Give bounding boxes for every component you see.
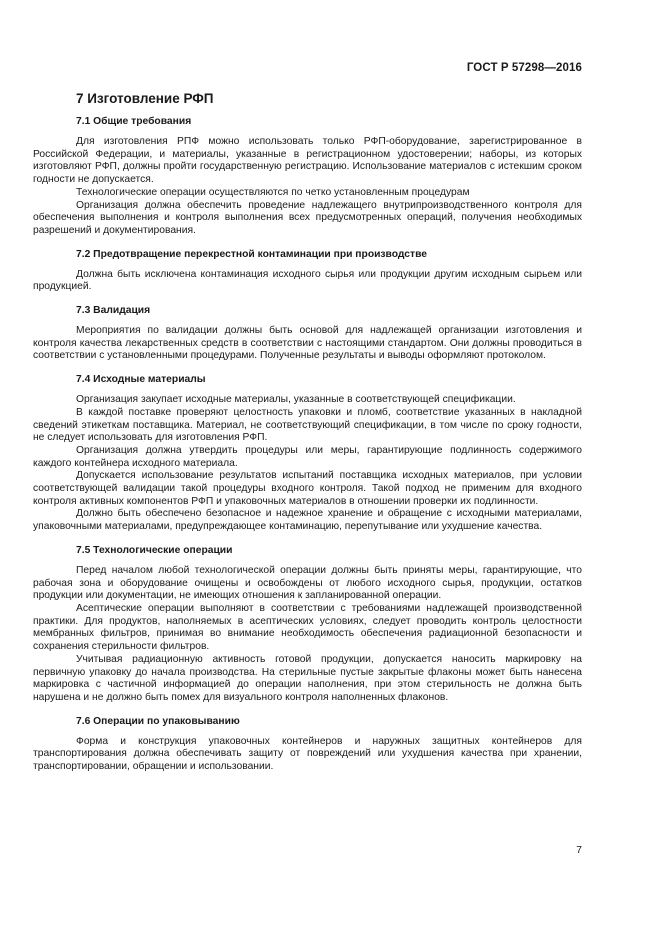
- paragraph: Должно быть обеспечено безопасное и надежное хранение и обращение с исходными материалами, упаковочными материалами, предупреждающее контаминацию, перепутывание или ухудшение качества.: [33, 508, 582, 533]
- chapter-title: 7 Изготовление РФП: [76, 91, 214, 106]
- sections-container: [33, 115, 582, 774]
- document-content: [33, 90, 582, 784]
- section: [33, 304, 582, 363]
- paragraph: Форма и конструкция упаковочных контейнеров и наружных защитных контейнеров для транспортирования должна обеспечивать защиту от повреждений или ухудшения качества при хранении, транспортировании, обращении и использовании.: [33, 735, 582, 773]
- paragraph: Должна быть исключена контаминация исходного сырья или продукции другим исходным сырьем или продукцией.: [33, 268, 582, 293]
- paragraph: Учитывая радиационную активность готовой продукции, допускается наносить маркировку на первичную упаковку до начала производства. На стерильные пустые закрытые флаконы может быть нанесена маркировка с частичной информацией до операции наполнения, при этом стерильность не должна быть нарушена и не должно быть помех для визуального контроля наполненных флаконов.: [33, 653, 582, 703]
- section-title: 7.1 Общие требования: [76, 116, 192, 127]
- paragraph: Мероприятия по валидации должны быть основой для надлежащей организации изготовления и контроля качества лекарственных средств в соответствии с настоящими стандартом. Они должны проводиться в соответствии с установленными процедурами. Полученные результаты и выводы оформляют протоколом.: [33, 325, 582, 362]
- paragraph: Асептические операции выполняют в соответствии с требованиями надлежащей производственной практики. Для продуктов, наполняемых в асептических условиях, следует проводить контроль целостности мембранных фильтров, принимая во внимание необходимость обеспечения радиационной безопасности и сохранения стерильности фильтров.: [33, 602, 582, 653]
- section: [33, 715, 582, 774]
- section-title: 7.5 Технологические операции: [76, 544, 233, 556]
- section: [33, 248, 582, 294]
- section-title: 7.4 Исходные материалы: [76, 374, 206, 386]
- paragraph: Для изготовления РПФ можно использовать только РФП-оборудование, зарегистрированное в Российской Федерации, и материалы, указанные в регистрационном удостоверении; наборы, из которых изготовляют РФП, должны пройти государственную регистрацию. Использование материалов с истекшим сроком годности не допускается.: [33, 136, 582, 186]
- paragraph: В каждой поставке проверяют целостность упаковки и пломб, соответствие указанных в накладной сведений этикеткам поставщика. Материал, не соответствующий спецификации, в том числе по сроку годности, не следует использовать для изготовления РФП.: [33, 406, 582, 444]
- section-title: 7.2 Предотвращение перекрестной контаминации при производстве: [76, 248, 427, 260]
- paragraph: Организация закупает исходные материалы, указанные в соответствующей спецификации.: [76, 394, 516, 406]
- paragraph: Перед началом любой технологической операции должны быть приняты меры, гарантирующие, что рабочая зона и оборудование очищены и освобождены от любого исходного сырья, продукции, остатков продукции или документации, не имеющих отношения к запланированной операции.: [33, 564, 582, 602]
- section: [33, 373, 582, 534]
- section-title: 7.6 Операции по упаковыванию: [76, 715, 240, 727]
- page-number: 7: [576, 845, 582, 856]
- paragraph: Организация должна утвердить процедуры или меры, гарантирующие подлинность содержимого каждого контейнера исходного материала.: [33, 444, 582, 469]
- section-title: 7.3 Валидация: [76, 305, 151, 317]
- paragraph: Технологические операции осуществляются по четко установленным процедурам: [76, 186, 470, 198]
- paragraph: Допускается использование результатов испытаний поставщика исходных материалов, при условии соответствующей валидации такой процедуры входного контроля. Такой подход не применим для входного контроля активных компонентов РФП и упаковочных материалов в отношении проверки их подлинности.: [33, 470, 582, 507]
- section: [33, 544, 582, 705]
- section: [33, 115, 582, 238]
- standard-header: ГОСТ Р 57298—2016: [466, 62, 582, 74]
- paragraph: Организация должна обеспечить проведение надлежащего внутрипроизводственного контроля для обеспечения выполнения и контроля выполнения всех предусмотренных операций, получения необходимых разрешений и документирования.: [33, 199, 582, 236]
